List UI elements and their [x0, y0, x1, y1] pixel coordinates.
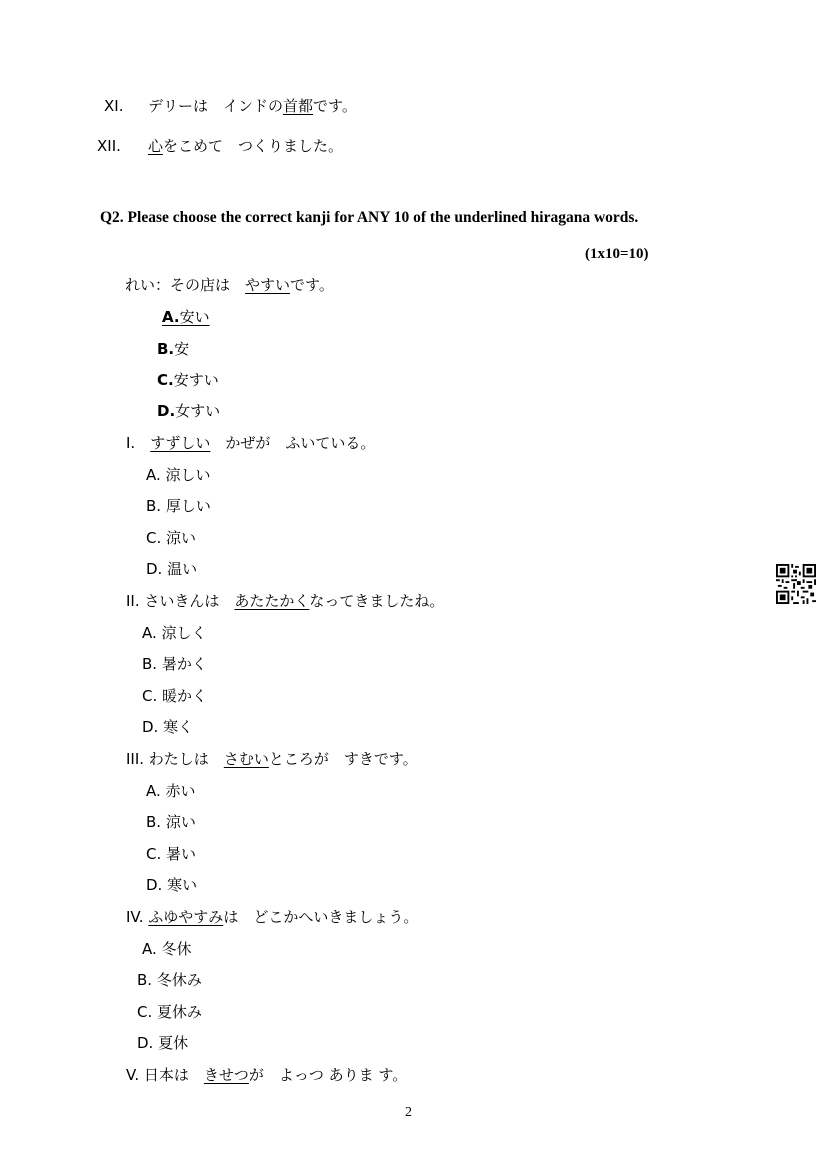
example-option-d: D.女すい [157, 402, 221, 420]
question-3-option-a: A. 赤い [146, 782, 196, 800]
question-1-option-c: C. 涼い [146, 529, 197, 547]
question-2-option-c: C. 暖かく [142, 687, 208, 705]
question-2-option-a: A. 涼しく [142, 624, 207, 642]
question-4-option-c: C. 夏休み [137, 1003, 203, 1021]
question-2-option-b: B. 暑かく [142, 655, 207, 673]
example-option-a: A.安い [162, 308, 210, 326]
q2-marks: (1x10=10) [585, 246, 649, 262]
question-3: III. わたしは さむいところが すきです。 [126, 750, 418, 768]
item-xii-number: XII. [97, 137, 121, 155]
question-5: V. 日本は きせつが よっつ ありま す。 [126, 1066, 408, 1084]
item-xi-text: デリーは インドの首都です。 [148, 97, 357, 115]
question-4-option-a: A. 冬休 [142, 940, 192, 958]
question-3-option-c: C. 暑い [146, 845, 197, 863]
qr-code-icon [776, 564, 816, 604]
question-4: IV. ふゆやすみは どこかへいきましょう。 [126, 908, 419, 926]
example-question: れい：その店は やすいです。 [125, 276, 334, 294]
question-3-option-b: B. 涼い [146, 813, 196, 831]
example-option-c: C.安すい [157, 371, 219, 389]
question-4-option-d: D. 夏休 [137, 1034, 189, 1052]
item-xi-number: XI. [104, 97, 124, 115]
page-number: 2 [405, 1105, 412, 1120]
question-1-option-a: A. 涼しい [146, 466, 211, 484]
item-xii-text: 心をこめて つくりました。 [148, 137, 344, 155]
question-1: I. すずしい かぜが ふいている。 [126, 434, 376, 452]
question-2-option-d: D. 寒く [142, 718, 194, 736]
q2-heading: Q2. Please choose the correct kanji for ANY 10 of the underlined hiragana words. [100, 209, 639, 226]
question-1-option-b: B. 厚しい [146, 497, 211, 515]
question-1-option-d: D. 温い [146, 560, 198, 578]
example-option-b: B.安 [157, 340, 190, 358]
question-4-option-b: B. 冬休み [137, 971, 202, 989]
question-2: II. さいきんは あたたかくなってきましたね。 [126, 592, 445, 610]
question-3-option-d: D. 寒い [146, 876, 198, 894]
